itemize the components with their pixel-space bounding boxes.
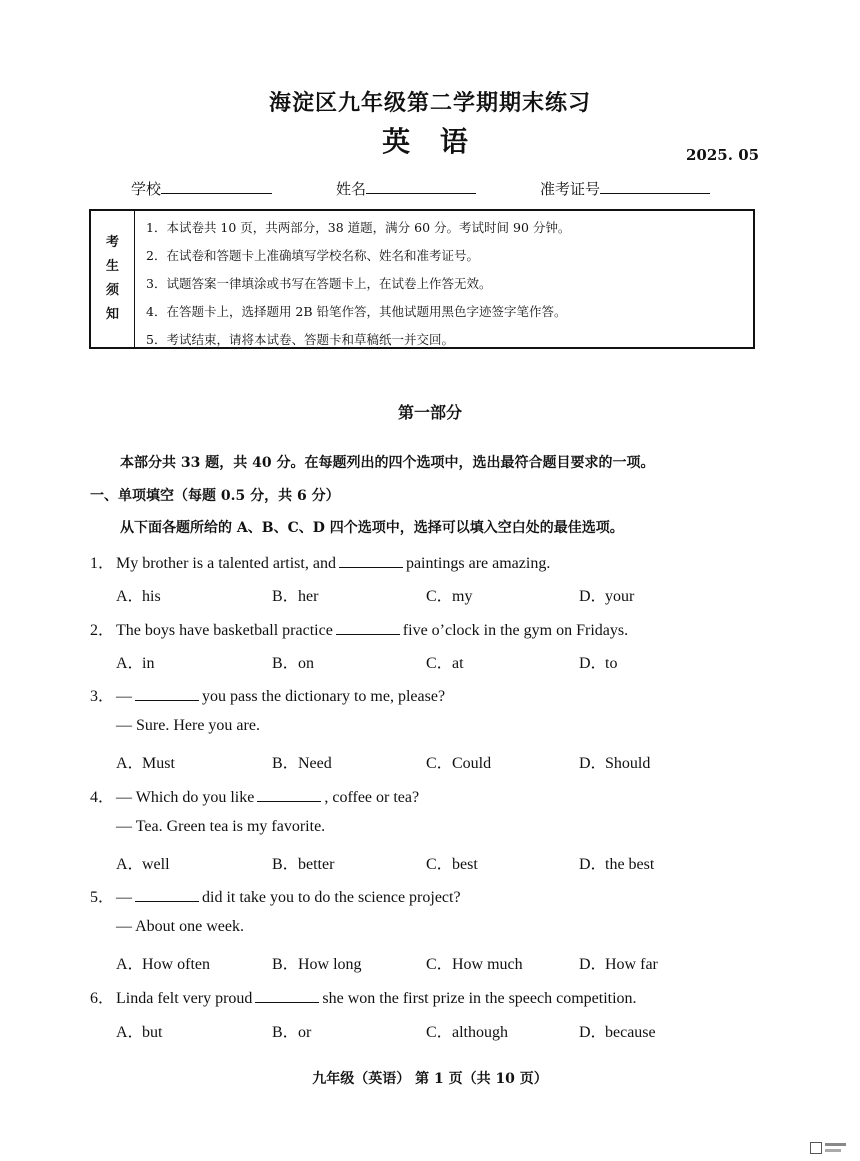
exam-title: 海淀区九年级第二学期期末练习 (268, 90, 591, 116)
option-text: to (605, 655, 618, 672)
option-letter: D． (579, 856, 607, 873)
option-d (579, 750, 650, 773)
option-c (426, 1019, 508, 1042)
question-number: 6． (90, 990, 115, 1007)
answer-blank (339, 554, 403, 568)
notice-item: 1．本试卷共 10 页，共两部分，38 道题，满分 60 分。考试时间 90 分钟。 (146, 220, 571, 235)
dialogue-line: — Sure. Here you are. (116, 717, 260, 734)
exam-id-label: 准考证号 (540, 180, 601, 198)
option-letter: C． (426, 856, 453, 873)
question-stem (90, 683, 445, 706)
question-stem (90, 550, 550, 573)
watermark-text-bar (825, 1149, 841, 1152)
option-text: my (452, 588, 473, 605)
notice-item: 5．考试结束，请将本试卷、答题卡和草稿纸一并交回。 (146, 332, 454, 347)
option-b (272, 951, 362, 974)
question-number: 4． (90, 789, 115, 806)
notice-side-label (91, 211, 135, 347)
option-letter: D． (579, 655, 607, 672)
option-letter: C． (426, 1024, 453, 1041)
option-text: her (298, 588, 319, 605)
option-letter: A． (116, 655, 144, 672)
notice-side-char: 知 (105, 307, 119, 322)
option-text: his (142, 588, 161, 605)
section-intro: 本部分共 33 题，共 40 分。在每题列出的四个选项中，选出最符合题目要求的一项。 (120, 455, 655, 471)
stem-text: My brother is a talented artist, and (116, 555, 336, 572)
option-d (579, 583, 634, 606)
option-letter: D． (579, 755, 607, 772)
exam-notice-box (89, 209, 755, 349)
exam-id-field (540, 178, 710, 199)
option-a (116, 951, 210, 974)
exam-date: 2025. 05 (686, 146, 760, 164)
school-label: 学校 (131, 180, 162, 198)
answer-blank (135, 888, 199, 902)
option-letter: A． (116, 755, 144, 772)
option-text: the best (605, 856, 655, 873)
school-blank-line (161, 179, 272, 194)
question-stem (90, 884, 461, 907)
stem-text: The boys have basketball practice (116, 622, 333, 639)
stem-text: five o’clock in the gym on Fridays. (402, 622, 629, 639)
option-letter: A． (116, 588, 144, 605)
option-b (272, 1019, 311, 1042)
option-text: Must (142, 755, 175, 772)
option-text: although (452, 1024, 508, 1041)
stem-text: , coffee or tea? (324, 789, 420, 806)
qr-code-icon (810, 1142, 822, 1154)
section-title: 第一部分 (397, 403, 462, 422)
option-text: your (605, 588, 635, 605)
option-letter: A． (116, 956, 144, 973)
stem-text: she won the first prize in the speech competition. (322, 990, 637, 1007)
option-text: Should (605, 755, 651, 772)
notice-side-char: 须 (105, 283, 119, 298)
option-letter: B． (272, 1024, 299, 1041)
option-c (426, 750, 491, 773)
question-stem (90, 617, 628, 640)
option-text: or (298, 1024, 312, 1041)
option-text: Need (298, 755, 332, 772)
option-letter: D． (579, 588, 607, 605)
option-c (426, 851, 478, 874)
answer-blank (255, 989, 319, 1003)
option-letter: C． (426, 655, 453, 672)
notice-side-char: 考 (105, 235, 119, 250)
option-d (579, 1019, 656, 1042)
notice-item: 3．试题答案一律填涂或书写在答题卡上，在试卷上作答无效。 (146, 276, 492, 291)
stem-text: — (116, 688, 132, 705)
option-d (579, 951, 658, 974)
option-a (116, 851, 170, 874)
option-letter: B． (272, 755, 299, 772)
option-letter: A． (116, 1024, 144, 1041)
part-directions: 从下面各题所给的 A、B、C、D 四个选项中，选择可以填入空白处的最佳选项。 (120, 520, 624, 536)
name-field (336, 178, 476, 199)
option-letter: B． (272, 956, 299, 973)
option-letter: B． (272, 856, 299, 873)
option-b (272, 583, 318, 606)
question-number: 1． (90, 555, 115, 572)
subject-title: 英 语 (382, 125, 478, 158)
option-text: best (452, 856, 478, 873)
option-d (579, 851, 654, 874)
stem-text: paintings are amazing. (405, 555, 551, 572)
dialogue-line: — Tea. Green tea is my favorite. (116, 818, 326, 835)
option-b (272, 851, 334, 874)
option-c (426, 583, 472, 606)
notice-item: 4．在答题卡上，选择题用 2B 铅笔作答，其他试题用黑色字迹签字笔作答。 (146, 304, 567, 319)
option-letter: B． (272, 655, 299, 672)
question-stem (90, 784, 419, 807)
option-c (426, 650, 464, 673)
option-letter: C． (426, 755, 453, 772)
option-letter: C． (426, 956, 453, 973)
option-a (116, 750, 175, 773)
option-text: but (142, 1024, 163, 1041)
stem-text: — (116, 889, 132, 906)
option-b (272, 750, 332, 773)
name-blank-line (366, 179, 476, 194)
option-text: because (605, 1024, 656, 1041)
option-text: Could (452, 755, 492, 772)
scanner-watermark-logo (810, 1142, 846, 1156)
option-letter: B． (272, 588, 299, 605)
option-text: How far (605, 956, 658, 973)
notice-side-char: 生 (105, 259, 119, 274)
option-c (426, 951, 523, 974)
question-number: 2． (90, 622, 115, 639)
question-number: 5． (90, 889, 115, 906)
question-number: 3． (90, 688, 115, 705)
option-text: at (452, 655, 464, 672)
option-text: How often (142, 956, 210, 973)
school-field (131, 178, 272, 199)
stem-text: did it take you to do the science project? (202, 889, 461, 906)
option-text: on (298, 655, 314, 672)
option-letter: D． (579, 956, 607, 973)
question-stem (90, 985, 637, 1008)
stem-text: Linda felt very proud (116, 990, 253, 1007)
page-footer: 九年级（英语） 第 1 页（共 10 页） (312, 1071, 548, 1087)
dialogue-line: — About one week. (116, 918, 244, 935)
option-text: How much (452, 956, 523, 973)
option-d (579, 650, 617, 673)
stem-text: — Which do you like (116, 789, 255, 806)
option-a (116, 1019, 162, 1042)
option-letter: D． (579, 1024, 607, 1041)
name-label: 姓名 (336, 180, 367, 198)
option-text: better (298, 856, 335, 873)
answer-blank (257, 788, 321, 802)
notice-item: 2．在试卷和答题卡上准确填写学校名称、姓名和准考证号。 (146, 248, 479, 263)
answer-blank (135, 687, 199, 701)
part-title: 一、单项填空（每题 0.5 分，共 6 分） (90, 488, 340, 504)
option-a (116, 650, 154, 673)
stem-text: you pass the dictionary to me, please? (202, 688, 446, 705)
watermark-text-bar (825, 1143, 846, 1146)
answer-blank (336, 621, 400, 635)
option-text: How long (298, 956, 362, 973)
option-letter: C． (426, 588, 453, 605)
option-text: in (142, 655, 155, 672)
exam-id-blank-line (600, 179, 710, 194)
option-text: well (142, 856, 170, 873)
option-letter: A． (116, 856, 144, 873)
option-b (272, 650, 314, 673)
option-a (116, 583, 161, 606)
